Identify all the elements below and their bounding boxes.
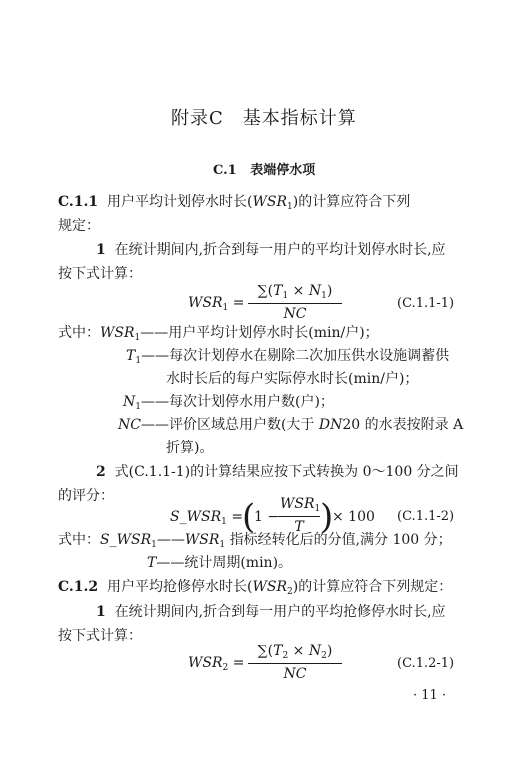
item-2-line2: 的评分： [58, 488, 114, 504]
item-number: 1 [96, 242, 106, 258]
equation-2-lhs: $S\_WSR_1$ = [170, 509, 244, 527]
subscript: 1 [222, 303, 229, 313]
clause-c111 [58, 193, 410, 216]
appendix-title: 附录C 基本指标计算 [171, 108, 357, 129]
item-number: 1 [96, 604, 106, 620]
subscript: 1 [287, 202, 293, 212]
item-c112-1-line2: 按下式计算： [58, 628, 142, 644]
item-text: 在统计期间内,折合到每一用户的平均抢修停水时长,应 [114, 604, 446, 620]
clause-number: C.1.2 [58, 579, 99, 595]
def-nc: NC——评价区域总用户数(大于 DN20 的水表按附录 A [118, 417, 464, 433]
section-heading [213, 162, 315, 180]
equation-2-one-minus: 1 − [254, 509, 280, 525]
equation-2-fraction [278, 496, 320, 535]
clause-text: 用户平均计划停水时长( [107, 194, 253, 210]
equation-1-fraction [248, 283, 342, 322]
page-number: · 11 · [413, 688, 447, 703]
equation-3-fraction [248, 643, 342, 682]
def-t: T——统计周期(min)。 [147, 555, 293, 571]
item-text: 式(C.1.1-1)的计算结果应按下式转换为 0～100 分之间 [114, 464, 459, 480]
def-t1-line2: 水时长后的每户实际停水时长(min/户)； [166, 371, 419, 387]
item-c112-1 [96, 603, 446, 621]
def-swsr1: 式中：$S\_WSR_1——WSR_1$ 指标经转化后的分值,满分 100 分； [58, 532, 452, 550]
equation-2-number: (C.1.1-2) [397, 509, 455, 524]
equation-2-right-paren: ) [320, 497, 334, 537]
item-1-line2: 按下式计算： [58, 266, 142, 282]
equation-2-times: × 100 [332, 509, 375, 525]
def-wsr1: 式中：$WSR_1——$用户平均计划停水时长(min/户)； [58, 325, 379, 343]
clause-c111-line2: 规定： [58, 218, 100, 234]
item-2 [96, 463, 459, 481]
numerator: $\sum(T_1 \times N_1)$ [248, 283, 342, 304]
clause-text: )的计算应符合下列 [292, 194, 411, 210]
item-number: 2 [96, 464, 106, 480]
clause-c112: C.1.2 用户平均抢修停水时长$(WSR_2)$的计算应符合下列规定： [58, 579, 453, 597]
variable: S_WSR [170, 509, 222, 525]
denominator: T [294, 519, 304, 535]
numerator: $\sum(T_2 \times N_2)$ [248, 643, 342, 664]
equation-3-lhs: $WSR_2$ = [188, 655, 245, 673]
where-label: 式中： [58, 325, 100, 341]
def-n1: $N_1——$每次计划停水用户数(户)； [123, 394, 334, 412]
equation-2-left-paren: ( [242, 497, 256, 537]
def-t1: $T_1——$每次计划停水在剔除二次加压供水设施调蓄供 [126, 348, 450, 366]
variable: WSR [188, 655, 223, 671]
equation-1-number: (C.1.1-1) [397, 296, 455, 311]
equation-3-number: (C.1.2-1) [397, 656, 455, 671]
where-label: 式中： [58, 532, 100, 548]
denominator: NC [283, 306, 307, 322]
variable: WSR [252, 194, 288, 210]
item-1 [96, 241, 446, 259]
numerator: $WSR_1$ [278, 496, 320, 517]
equation-1-lhs: $WSR_1$ = [188, 295, 245, 313]
variable: WSR [188, 295, 223, 311]
section-title: 表端停水项 [250, 163, 316, 178]
clause-number: C.1.1 [58, 194, 99, 210]
def-nc-line2: 折算)。 [166, 440, 214, 456]
section-number: C.1 [213, 163, 237, 178]
item-text: 在统计期间内,折合到每一用户的平均计划停水时长,应 [114, 242, 446, 258]
denominator: NC [283, 666, 307, 682]
